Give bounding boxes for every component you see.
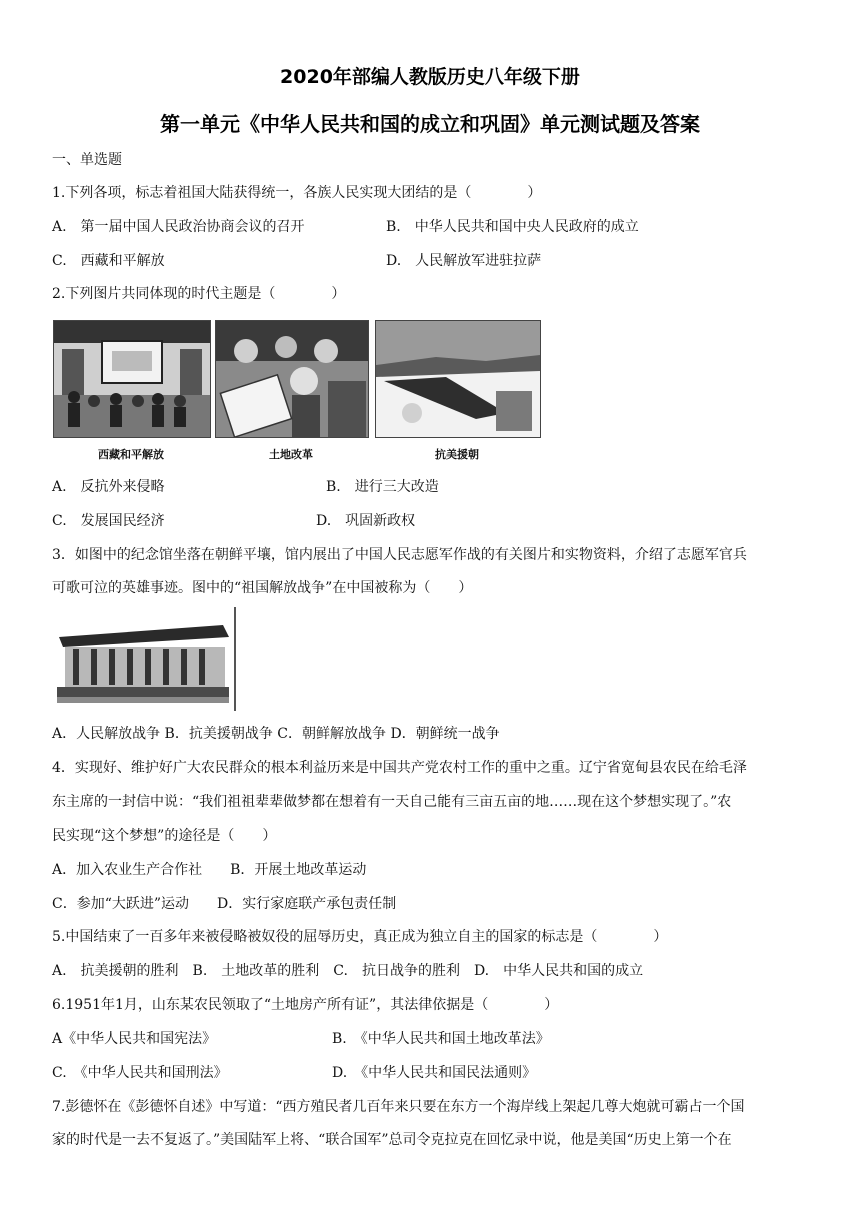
q2-option-a: A. 反抗外来侵略 bbox=[52, 479, 165, 495]
section-heading: 一、单选题 bbox=[52, 152, 122, 168]
question-5-stem: 5.中国结束了一百多年来被侵略被奴役的屈辱历史，真正成为独立自主的国家的标志是（ ） bbox=[52, 929, 668, 945]
q6-option-c: C. 《中华人民共和国刑法》 bbox=[52, 1065, 228, 1081]
question-7-stem-line-2: 家的时代是一去不复返了。”美国陆军上将、“联合国军”总司令克拉克在回忆录中说，他是美国“历史上第一个在 bbox=[52, 1132, 732, 1148]
photo-memorial-hall bbox=[53, 607, 237, 711]
q2-option-b: B. 进行三大改造 bbox=[326, 479, 439, 495]
caption-resist-america: 抗美援朝 bbox=[435, 448, 479, 461]
q1-option-c: C. 西藏和平解放 bbox=[52, 253, 165, 269]
photo-land-reform bbox=[215, 320, 369, 438]
q6-option-a: A《中华人民共和国宪法》 bbox=[52, 1031, 217, 1047]
question-6-stem: 6.1951年1月，山东某农民领取了“土地房产所有证”，其法律依据是（ ） bbox=[52, 997, 559, 1013]
q2-option-d: D. 巩固新政权 bbox=[316, 513, 416, 529]
q2-option-c: C. 发展国民经济 bbox=[52, 513, 165, 529]
q6-option-d: D. 《中华人民共和国民法通则》 bbox=[332, 1065, 537, 1081]
caption-land-reform: 土地改革 bbox=[269, 448, 313, 461]
document-subtitle: 第一单元《中华人民共和国的成立和巩固》单元测试题及答案 bbox=[160, 112, 700, 136]
question-4-stem-line-1: 4．实现好、维护好广大农民群众的根本利益历来是中国共产党农村工作的重中之重。辽宁省宽甸县农民在给毛泽 bbox=[52, 760, 747, 776]
q4-options-row-2: C．参加“大跃进”运动 D．实行家庭联产承包责任制 bbox=[52, 896, 397, 912]
question-1-stem: 1.下列各项，标志着祖国大陆获得统一，各族人民实现大团结的是（ ） bbox=[52, 185, 542, 201]
photo-resist-america bbox=[375, 320, 541, 438]
question-4-stem-line-3: 民实现“这个梦想”的途径是（ ） bbox=[52, 828, 277, 844]
question-2-stem: 2.下列图片共同体现的时代主题是（ ） bbox=[52, 286, 346, 302]
photo-tibet-liberation bbox=[53, 320, 211, 438]
q1-option-d: D. 人民解放军进驻拉萨 bbox=[386, 253, 542, 269]
q3-options: A．人民解放战争 B．抗美援朝战争 C．朝鲜解放战争 D．朝鲜统一战争 bbox=[52, 726, 500, 742]
q1-option-a: A. 第一届中国人民政治协商会议的召开 bbox=[52, 219, 305, 235]
question-3-stem-line-2: 可歌可泣的英雄事迹。图中的“祖国解放战争”在中国被称为（ ） bbox=[52, 580, 473, 596]
question-7-stem-line-1: 7.彭德怀在《彭德怀自述》中写道：“西方殖民者几百年来只要在东方一个海岸线上架起几尊大炮就可霸占一个国 bbox=[52, 1099, 745, 1115]
question-4-stem-line-2: 东主席的一封信中说：“我们祖祖辈辈做梦都在想着有一天自己能有三亩五亩的地……现在这个梦想实现了。”农 bbox=[52, 794, 732, 810]
q5-options: A. 抗美援朝的胜利 B. 土地改革的胜利 C. 抗日战争的胜利 D. 中华人民共和国的成立 bbox=[52, 963, 644, 979]
question-3-stem-line-1: 3．如图中的纪念馆坐落在朝鲜平壤，馆内展出了中国人民志愿军作战的有关图片和实物资料，介绍了志愿军官兵 bbox=[52, 547, 747, 563]
q1-option-b: B. 中华人民共和国中央人民政府的成立 bbox=[386, 219, 639, 235]
caption-tibet-liberation: 西藏和平解放 bbox=[98, 448, 164, 461]
q6-option-b: B. 《中华人民共和国土地改革法》 bbox=[332, 1031, 550, 1047]
document-title: 2020年部编人教版历史八年级下册 bbox=[280, 66, 580, 88]
q4-options-row-1: A．加入农业生产合作社 B．开展土地改革运动 bbox=[52, 862, 367, 878]
